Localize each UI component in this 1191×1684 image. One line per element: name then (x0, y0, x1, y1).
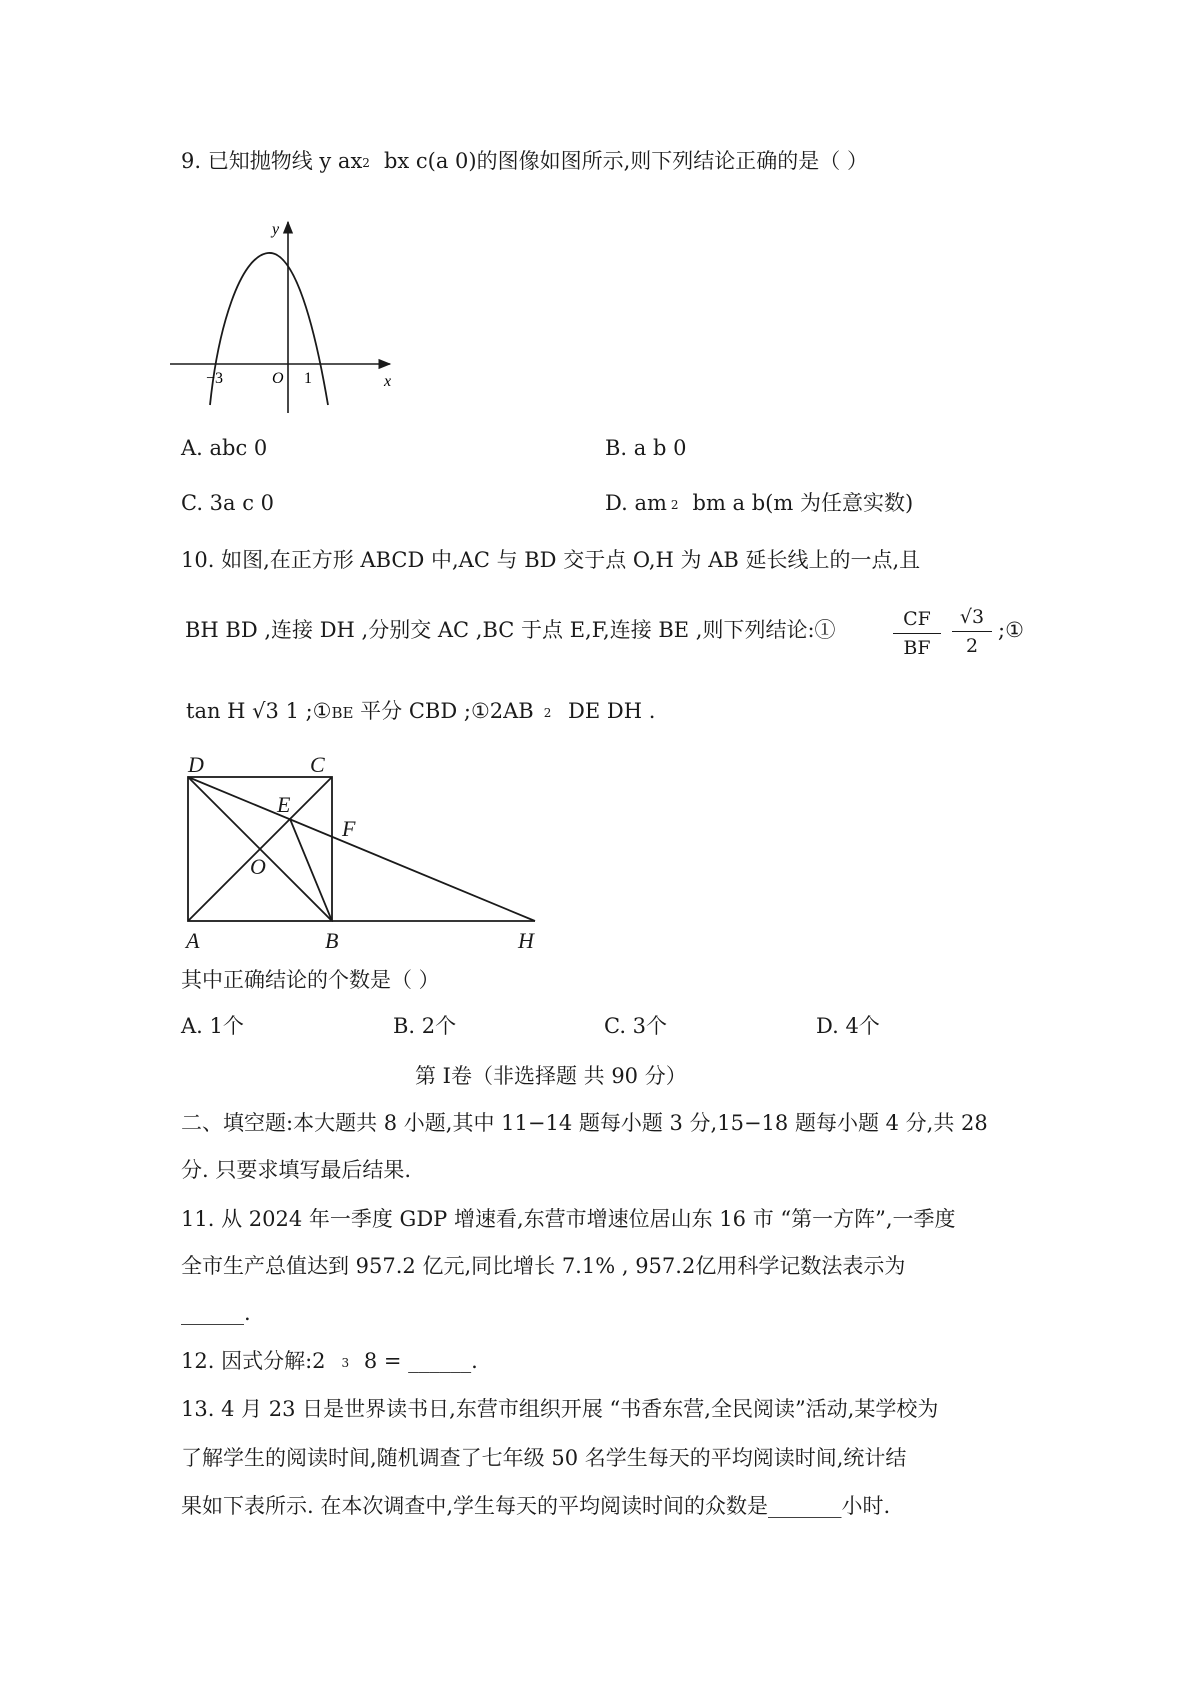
q12 (181, 1351, 478, 1372)
q13-line1: 13. 4 月 23 日是世界读书日,东营市组织开展 “书香东营,全民阅读”活动,某学校为 (181, 1397, 939, 1421)
q11-line2: 全市生产总值达到 957.2 亿元,同比增长 7.1% , 957.2亿用科学记数法表示为 (181, 1254, 906, 1278)
q10-fraction-cf-bf (893, 608, 941, 659)
tick-minus-3: −3 (206, 370, 224, 387)
section-title: 第 Ⅰ卷（非选择题 共 90 分） (415, 1064, 687, 1088)
q9-option-c: C. 3a c 0 (181, 491, 275, 515)
q9-option-d-part2: bm a b(m 为任意实数) (692, 491, 914, 515)
q9-superscript: 2 (362, 156, 370, 170)
q9-option-d-part1: D. am (605, 491, 667, 515)
q13-line2: 了解学生的阅读时间,随机调查了七年级 50 名学生每天的平均阅读时间,统计结 (181, 1446, 907, 1470)
q11-line1: 11. 从 2024 年一季度 GDP 增速看,东营市增速位居山东 16 市 “第一方阵”,一季度 (181, 1207, 956, 1231)
q10-line3-part4: DE DH . (561, 699, 656, 723)
q9-stem (181, 151, 868, 172)
q9-option-d-superscript: 2 (670, 498, 679, 512)
label-c: C (310, 752, 325, 777)
q11-answer-blank: ______. (181, 1301, 251, 1325)
label-o: O (250, 854, 266, 879)
parabola-graph (170, 218, 400, 418)
label-b: B (325, 928, 339, 950)
q10-line3-part3: 2AB (489, 699, 534, 723)
q10-option-d: D. 4个 (816, 1014, 880, 1038)
tick-1: 1 (304, 370, 312, 387)
q10-fraction-sqrt3-2 (952, 606, 992, 657)
q10-stem: 10. 如图,在正方形 ABCD 中,AC 与 BD 交于点 O,H 为 AB 延长线上的一点,且 (181, 548, 921, 572)
fraction-numerator: √3 (952, 606, 992, 632)
q10-line3-be: BE (331, 704, 354, 722)
q10-after-fraction: ;① (998, 618, 1024, 642)
q10-line3-part2: 平分 CBD ;① (353, 699, 490, 723)
q9-stem-part1: 9. 已知抛物线 y ax (181, 149, 363, 173)
segment-dh (188, 777, 535, 921)
q13-line3: 果如下表所示. 在本次调查中,学生每天的平均阅读时间的众数是_______小时. (181, 1494, 891, 1518)
q9-stem-part2: bx c(a 0)的图像如图所示,则下列结论正确的是（ ） (383, 149, 868, 173)
q12-part2: 8 = ______. (357, 1349, 478, 1373)
q10-line3-part1: tan H √3 1 ;① (186, 699, 332, 723)
axis-y-label: y (272, 221, 280, 238)
q10-option-b: B. 2个 (393, 1014, 457, 1038)
fraction-denominator: 2 (965, 635, 979, 657)
fraction-denominator: BF (903, 637, 931, 659)
label-f: F (342, 816, 356, 841)
axis-x-label: x (384, 373, 392, 390)
q10-line3 (186, 701, 655, 722)
q10-option-a: A. 1个 (181, 1014, 244, 1038)
q10-ask: 其中正确结论的个数是（ ） (181, 968, 440, 992)
origin-label: O (272, 370, 284, 387)
fraction-numerator: CF (893, 608, 941, 634)
q10-line3-superscript: 2 (543, 706, 552, 720)
label-a: A (186, 928, 200, 950)
q9-option-d (605, 493, 913, 514)
q12-superscript: 3 (341, 1356, 350, 1370)
q10-line2: BH BD ,连接 DH ,分别交 AC ,BC 于点 E,F,连接 BE ,则下列结论:① (185, 618, 836, 642)
square-figure (170, 750, 540, 950)
q9-option-a: A. abc 0 (181, 436, 268, 460)
section-intro-line1: 二、填空题:本大题共 8 小题,其中 11−14 题每小题 3 分,15−18 题每小题 4 分,共 28 (181, 1111, 988, 1135)
section-intro-line2: 分. 只要求填写最后结果. (181, 1158, 412, 1182)
q10-option-c: C. 3个 (604, 1014, 668, 1038)
q12-part1: 12. 因式分解:2 (181, 1349, 326, 1373)
label-h: H (518, 928, 534, 950)
label-d: D (188, 752, 204, 777)
label-e: E (277, 792, 291, 817)
q9-option-b: B. a b 0 (605, 436, 687, 460)
